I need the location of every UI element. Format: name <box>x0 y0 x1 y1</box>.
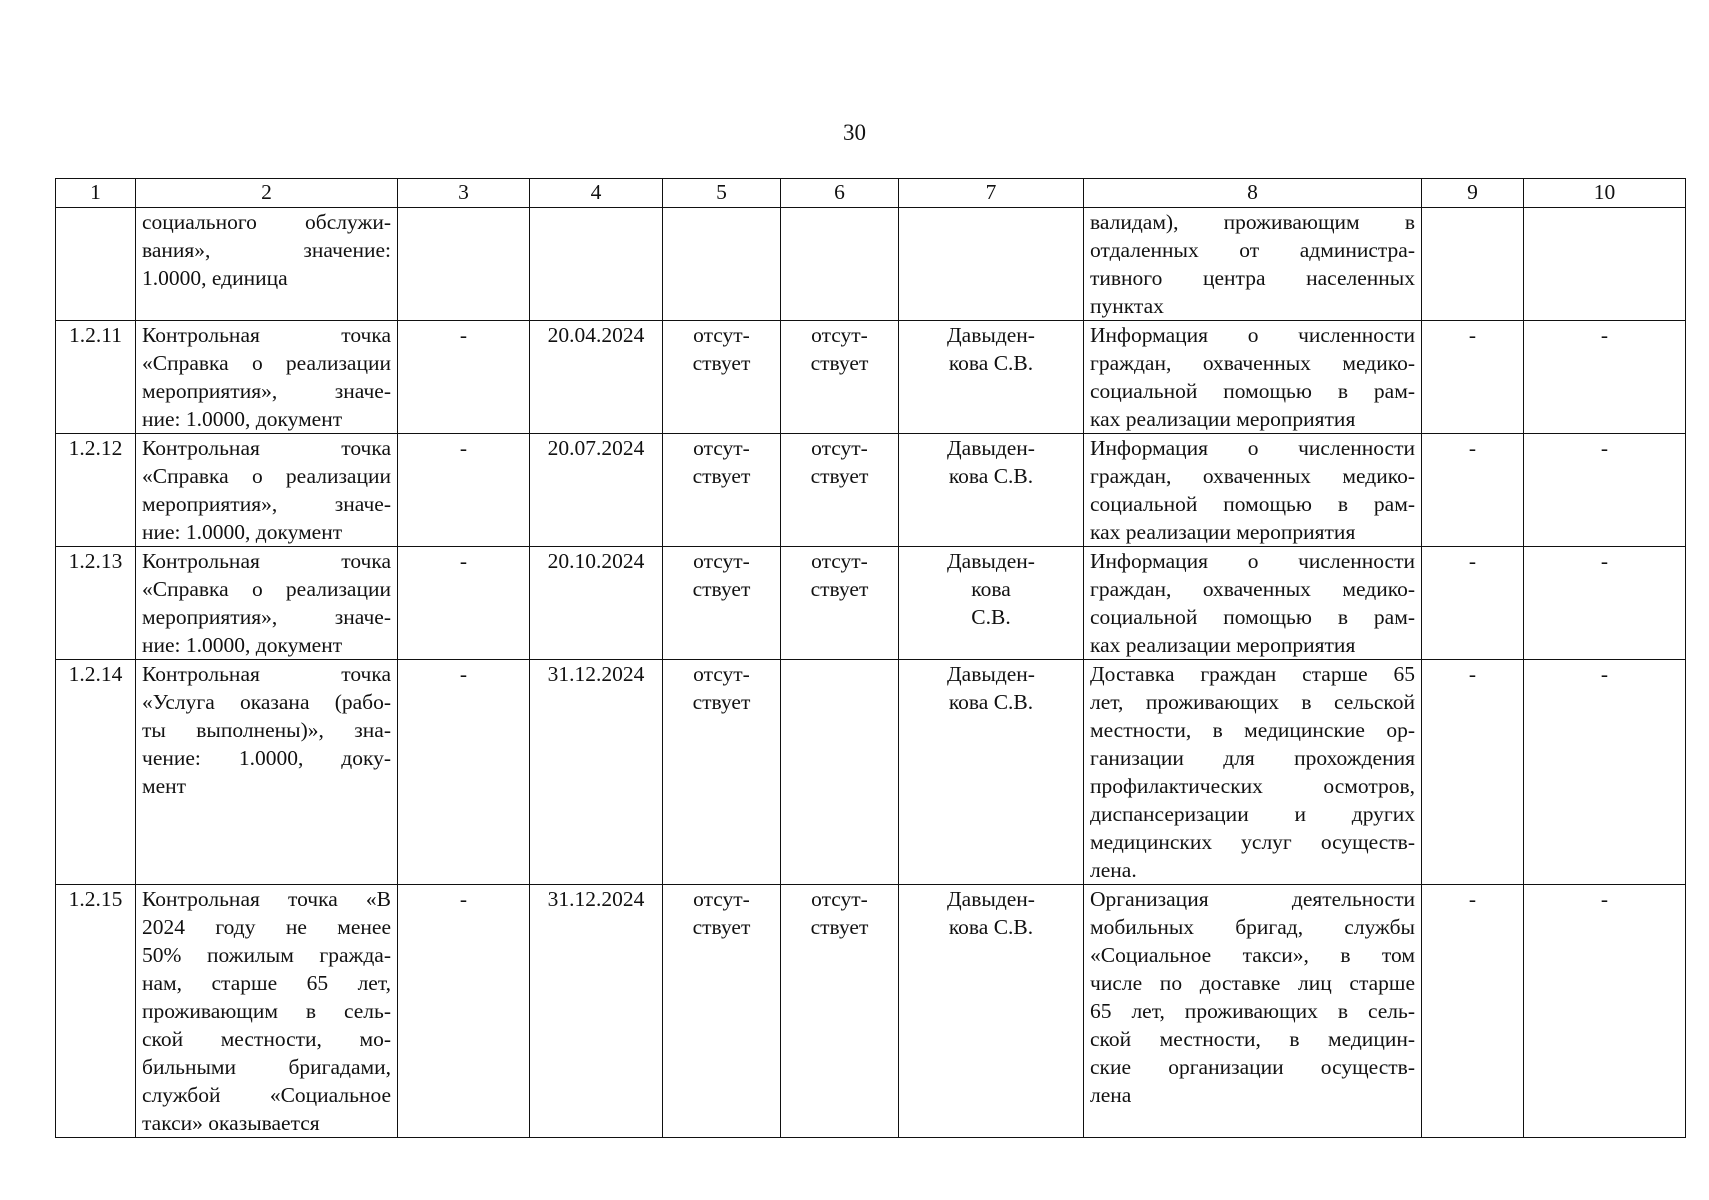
cell-date: 20.07.2024 <box>530 434 663 547</box>
cell-item-number <box>56 208 136 321</box>
text-line: службой «Социальное <box>142 1083 391 1107</box>
text-line: ты выполнены)», зна- <box>142 718 391 742</box>
cell-date: 31.12.2024 <box>530 660 663 885</box>
text-line: мобильных бригад, службы <box>1090 915 1415 939</box>
text-line: мент <box>142 774 187 798</box>
cell-col-10 <box>1524 208 1686 321</box>
text-line: проживающим в сель- <box>142 999 391 1023</box>
text-line: нам, старше 65 лет, <box>142 971 391 995</box>
table-row <box>56 321 1686 434</box>
text-line: Доставка граждан старше 65 <box>1090 662 1415 686</box>
column-header: 7 <box>899 179 1084 208</box>
text-line: чение: 1.0000, доку- <box>142 746 391 770</box>
table-row <box>56 208 1686 321</box>
text-line: мероприятия», значе- <box>142 492 391 516</box>
text-line: ганизации для прохождения <box>1090 746 1415 770</box>
column-header: 9 <box>1422 179 1524 208</box>
page-number: 30 <box>843 120 866 145</box>
cell-col-9: - <box>1422 434 1524 547</box>
text-line: ской местности, в медицин- <box>1090 1027 1415 1051</box>
text-line: Контрольная точка <box>142 323 391 347</box>
text-line: Контрольная точка <box>142 662 391 686</box>
column-header: 6 <box>781 179 899 208</box>
text-line: «Справка о реализации <box>142 464 391 488</box>
text-line: пунктах <box>1090 294 1164 318</box>
table-row <box>56 660 1686 885</box>
cell-result <box>1084 434 1422 547</box>
text-line: 50% пожилым гражда- <box>142 943 391 967</box>
text-line: Информация о численности <box>1090 549 1415 573</box>
cell-col-3: - <box>398 547 530 660</box>
text-line: социального обслужи- <box>142 210 391 234</box>
text-line: ках реализации мероприятия <box>1090 407 1356 431</box>
column-header: 2 <box>136 179 398 208</box>
cell-responsible: Давыден- кова С.В. <box>899 547 1084 660</box>
text-line: граждан, охваченных медико- <box>1090 577 1415 601</box>
column-header: 10 <box>1524 179 1686 208</box>
cell-col-9: - <box>1422 660 1524 885</box>
cell-col-9 <box>1422 208 1524 321</box>
cell-col-6: отсут- ствует <box>781 321 899 434</box>
cell-col-9: - <box>1422 885 1524 1138</box>
text-line: «Справка о реализации <box>142 351 391 375</box>
column-header: 3 <box>398 179 530 208</box>
cell-item-number: 1.2.12 <box>56 434 136 547</box>
cell-col-10: - <box>1524 547 1686 660</box>
cell-item-number: 1.2.13 <box>56 547 136 660</box>
cell-result <box>1084 885 1422 1138</box>
cell-col-5: отсут- ствует <box>663 660 781 885</box>
column-header: 4 <box>530 179 663 208</box>
cell-description <box>136 434 398 547</box>
cell-col-10: - <box>1524 885 1686 1138</box>
text-line: вания», значение: <box>142 238 391 262</box>
cell-result <box>1084 321 1422 434</box>
cell-description <box>136 660 398 885</box>
cell-date: 20.10.2024 <box>530 547 663 660</box>
text-line: отдаленных от администра- <box>1090 238 1415 262</box>
text-line: ние: 1.0000, документ <box>142 407 343 431</box>
cell-col-6 <box>781 660 899 885</box>
text-line: граждан, охваченных медико- <box>1090 351 1415 375</box>
text-line: «Услуга оказана (рабо- <box>142 690 391 714</box>
cell-col-6: отсут- ствует <box>781 434 899 547</box>
text-line: 1.0000, единица <box>142 266 288 290</box>
text-line: лена. <box>1090 858 1137 882</box>
text-line: профилактических осмотров, <box>1090 774 1415 798</box>
column-header: 1 <box>56 179 136 208</box>
text-line: ние: 1.0000, документ <box>142 520 343 544</box>
text-line: такси» оказывается <box>142 1111 320 1135</box>
text-line: валидам), проживающим в <box>1090 210 1415 234</box>
cell-col-3: - <box>398 885 530 1138</box>
text-line: мероприятия», значе- <box>142 605 391 629</box>
text-line: Контрольная точка <box>142 549 391 573</box>
text-line: «Справка о реализации <box>142 577 391 601</box>
cell-col-5: отсут- ствует <box>663 885 781 1138</box>
text-line: местности, в медицинские ор- <box>1090 718 1415 742</box>
table-row <box>56 547 1686 660</box>
cell-col-5: отсут- ствует <box>663 434 781 547</box>
cell-result <box>1084 547 1422 660</box>
text-line: социальной помощью в рам- <box>1090 492 1415 516</box>
text-line: Информация о численности <box>1090 323 1415 347</box>
cell-col-3: - <box>398 660 530 885</box>
text-line: социальной помощью в рам- <box>1090 605 1415 629</box>
text-line: числе по доставке лиц старше <box>1090 971 1415 995</box>
header-row <box>56 179 1686 208</box>
table-row <box>56 434 1686 547</box>
table-body <box>56 208 1686 1138</box>
text-line: лена <box>1090 1083 1132 1107</box>
cell-item-number: 1.2.11 <box>56 321 136 434</box>
text-line: тивного центра населенных <box>1090 266 1415 290</box>
text-line: 65 лет, проживающих в сель- <box>1090 999 1415 1023</box>
cell-date: 20.04.2024 <box>530 321 663 434</box>
cell-col-5 <box>663 208 781 321</box>
cell-col-10: - <box>1524 321 1686 434</box>
text-line: Контрольная точка <box>142 436 391 460</box>
text-line: 2024 году не менее <box>142 915 391 939</box>
text-line: лет, проживающих в сельской <box>1090 690 1415 714</box>
cell-responsible: Давыден- кова С.В. <box>899 321 1084 434</box>
text-line: граждан, охваченных медико- <box>1090 464 1415 488</box>
cell-date <box>530 208 663 321</box>
cell-col-3: - <box>398 434 530 547</box>
text-line: ской местности, мо- <box>142 1027 391 1051</box>
cell-responsible <box>899 208 1084 321</box>
text-line: диспансеризации и других <box>1090 802 1415 826</box>
cell-responsible: Давыден- кова С.В. <box>899 660 1084 885</box>
text-line: «Социальное такси», в том <box>1090 943 1415 967</box>
cell-description <box>136 547 398 660</box>
text-line: Организация деятельности <box>1090 887 1415 911</box>
cell-responsible: Давыден- кова С.В. <box>899 885 1084 1138</box>
cell-col-5: отсут- ствует <box>663 321 781 434</box>
cell-description <box>136 208 398 321</box>
text-line: ках реализации мероприятия <box>1090 633 1356 657</box>
text-line: медицинских услуг осуществ- <box>1090 830 1415 854</box>
cell-col-5: отсут- ствует <box>663 547 781 660</box>
cell-description <box>136 321 398 434</box>
table-row <box>56 885 1686 1138</box>
cell-result <box>1084 660 1422 885</box>
text-line: социальной помощью в рам- <box>1090 379 1415 403</box>
cell-col-6: отсут- ствует <box>781 885 899 1138</box>
cell-date: 31.12.2024 <box>530 885 663 1138</box>
text-line: ские организации осуществ- <box>1090 1055 1415 1079</box>
cell-col-3: - <box>398 321 530 434</box>
column-header: 5 <box>663 179 781 208</box>
cell-col-3 <box>398 208 530 321</box>
cell-col-10: - <box>1524 660 1686 885</box>
text-line: бильными бригадами, <box>142 1055 391 1079</box>
cell-item-number: 1.2.14 <box>56 660 136 885</box>
cell-col-6: отсут- ствует <box>781 547 899 660</box>
column-header: 8 <box>1084 179 1422 208</box>
cell-description <box>136 885 398 1138</box>
text-line: мероприятия», значе- <box>142 379 391 403</box>
cell-result <box>1084 208 1422 321</box>
cell-item-number: 1.2.15 <box>56 885 136 1138</box>
cell-responsible: Давыден- кова С.В. <box>899 434 1084 547</box>
cell-col-9: - <box>1422 547 1524 660</box>
text-line: Контрольная точка «В <box>142 887 391 911</box>
text-line: Информация о численности <box>1090 436 1415 460</box>
cell-col-9: - <box>1422 321 1524 434</box>
cell-col-10: - <box>1524 434 1686 547</box>
cell-col-6 <box>781 208 899 321</box>
text-line: ках реализации мероприятия <box>1090 520 1356 544</box>
document-table <box>55 178 1686 1138</box>
text-line: ние: 1.0000, документ <box>142 633 343 657</box>
